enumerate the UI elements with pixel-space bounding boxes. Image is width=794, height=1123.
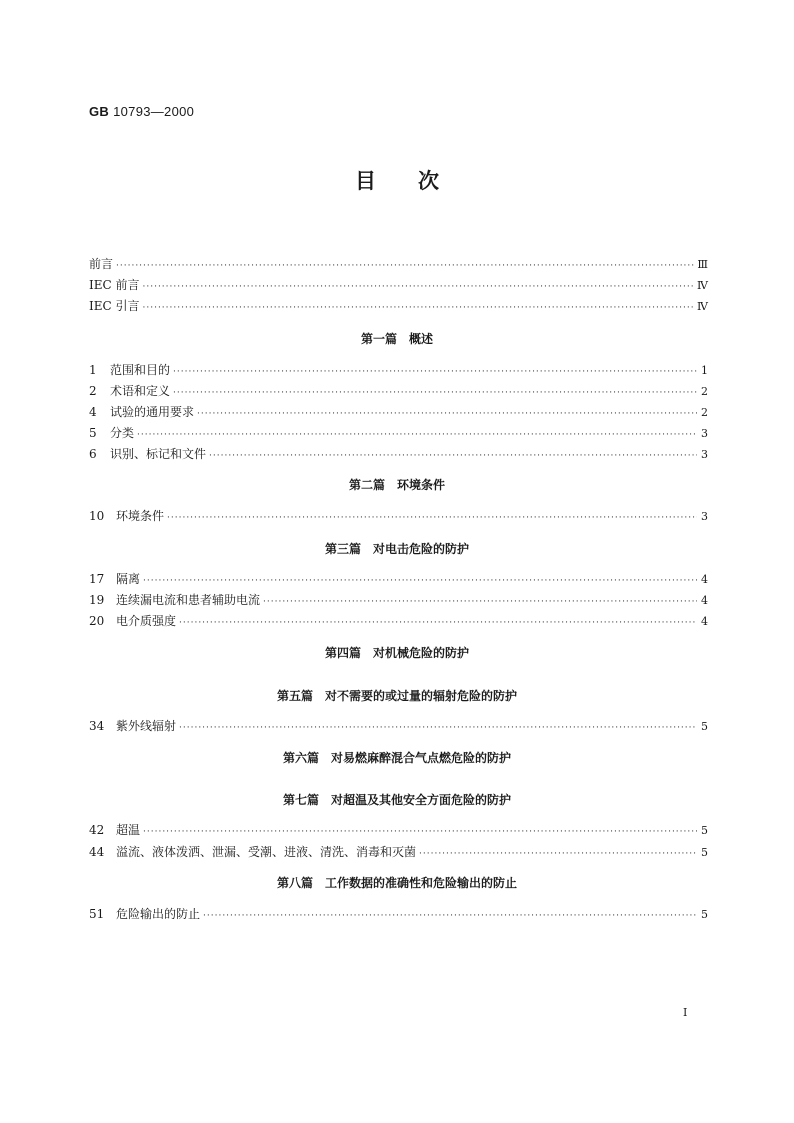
toc-entry-label: 超温: [116, 823, 141, 837]
toc-entry: [89, 382, 708, 400]
toc-entry-page: 5: [701, 908, 708, 921]
toc-entry-label: 前言: [89, 257, 114, 271]
toc-leader-dots: [116, 257, 694, 275]
standard-number: 10793—2000: [113, 104, 195, 119]
toc-leader-dots: [263, 593, 697, 611]
toc-leader-dots: [197, 405, 697, 423]
toc-entry-number: 42: [89, 823, 105, 837]
toc-entry: [89, 297, 708, 315]
toc-entry: [89, 507, 708, 525]
toc-entry-label: 分类: [110, 426, 135, 440]
toc-entry-page: 4: [701, 573, 708, 586]
toc-entry-label: IEC 前言: [89, 278, 140, 292]
part-heading: 第八篇 工作数据的准确性和危险输出的防止: [276, 876, 517, 890]
page-folio: I: [683, 1006, 688, 1019]
toc-entry: [89, 717, 708, 735]
toc-entry-page: 4: [701, 615, 708, 628]
toc-entry-number: 17: [89, 572, 105, 586]
part-heading: 第三篇 对电击危险的防护: [324, 542, 469, 556]
toc-entry: [89, 570, 708, 588]
toc-leader-dots: [167, 509, 697, 527]
toc-leader-dots: [173, 384, 697, 402]
toc-entry-number: 10: [89, 509, 105, 523]
toc-entry-page: 3: [701, 510, 708, 523]
toc-entry-label: 识别、标记和文件: [110, 447, 207, 461]
toc-entry-number: 4: [89, 405, 97, 419]
toc-entry-label: 危险输出的防止: [116, 907, 201, 921]
toc-leader-dots: [137, 426, 697, 444]
toc-leader-dots: [143, 572, 697, 590]
toc-leader-dots: [143, 299, 695, 317]
standard-prefix: GB: [89, 104, 110, 119]
part-heading: 第一篇 概述: [360, 332, 433, 346]
toc-entry-page: Ⅲ: [697, 258, 708, 271]
toc-entry-number: 34: [89, 719, 105, 733]
toc-leader-dots: [209, 447, 697, 465]
toc-entry-label: 环境条件: [116, 509, 165, 523]
toc-entry: [89, 905, 708, 923]
toc-entry-label: 术语和定义: [110, 384, 171, 398]
toc-leader-dots: [179, 719, 697, 737]
part-heading: 第四篇 对机械危险的防护: [324, 646, 469, 660]
toc-entry-page: Ⅳ: [697, 279, 708, 292]
toc-entry: [89, 821, 708, 839]
toc-entry-number: 1: [89, 363, 97, 377]
toc-leader-dots: [179, 614, 697, 632]
toc-entry-label: 范围和目的: [110, 363, 171, 377]
toc-entry-number: 51: [89, 907, 105, 921]
part-heading: 第七篇 对超温及其他安全方面危险的防护: [282, 793, 511, 807]
toc-entry: [89, 445, 708, 463]
toc-entry: [89, 361, 708, 379]
part-heading: 第六篇 对易燃麻醉混合气点燃危险的防护: [282, 751, 511, 765]
toc-entry-page: 2: [701, 385, 708, 398]
toc-entry-label: 紫外线辐射: [116, 719, 177, 733]
toc-entry: [89, 612, 708, 630]
toc-entry-page: 4: [701, 594, 708, 607]
toc-entry-number: 2: [89, 384, 97, 398]
standard-code: [89, 104, 194, 119]
toc-entry: [89, 424, 708, 442]
toc-entry-page: 5: [701, 720, 708, 733]
toc-entry-page: 3: [701, 448, 708, 461]
toc-entry-label: 试验的通用要求: [110, 405, 195, 419]
toc-leader-dots: [419, 845, 697, 863]
toc-entry: [89, 255, 708, 273]
toc-entry-number: 44: [89, 845, 105, 859]
part-heading: 第二篇 环境条件: [348, 478, 445, 492]
toc-leader-dots: [173, 363, 697, 381]
toc-entry: [89, 843, 708, 861]
page-title: 目 次: [355, 169, 439, 193]
toc-entry-label: IEC 引言: [89, 299, 140, 313]
toc-entry-page: 5: [701, 846, 708, 859]
toc-entry-label: 溢流、液体泼洒、泄漏、受潮、进液、清洗、消毒和灭菌: [116, 845, 417, 859]
toc-leader-dots: [143, 278, 695, 296]
toc-entry: [89, 403, 708, 421]
toc-entry-page: 1: [701, 364, 708, 377]
toc-entry: [89, 591, 708, 609]
toc-entry-page: 2: [701, 406, 708, 419]
toc-entry-page: 5: [701, 824, 708, 837]
toc-entry-number: 6: [89, 447, 97, 461]
toc-leader-dots: [143, 823, 697, 841]
toc-entry-page: Ⅳ: [697, 300, 708, 313]
toc-entry-page: 3: [701, 427, 708, 440]
toc-entry-number: 20: [89, 614, 105, 628]
toc-entry-label: 隔离: [116, 572, 141, 586]
toc-entry-label: 连续漏电流和患者辅助电流: [116, 593, 261, 607]
toc-entry-number: 5: [89, 426, 97, 440]
toc-entry: [89, 276, 708, 294]
part-heading: 第五篇 对不需要的或过量的辐射危险的防护: [276, 689, 517, 703]
toc-entry-number: 19: [89, 593, 105, 607]
toc-entry-label: 电介质强度: [116, 614, 177, 628]
toc-leader-dots: [203, 907, 697, 925]
